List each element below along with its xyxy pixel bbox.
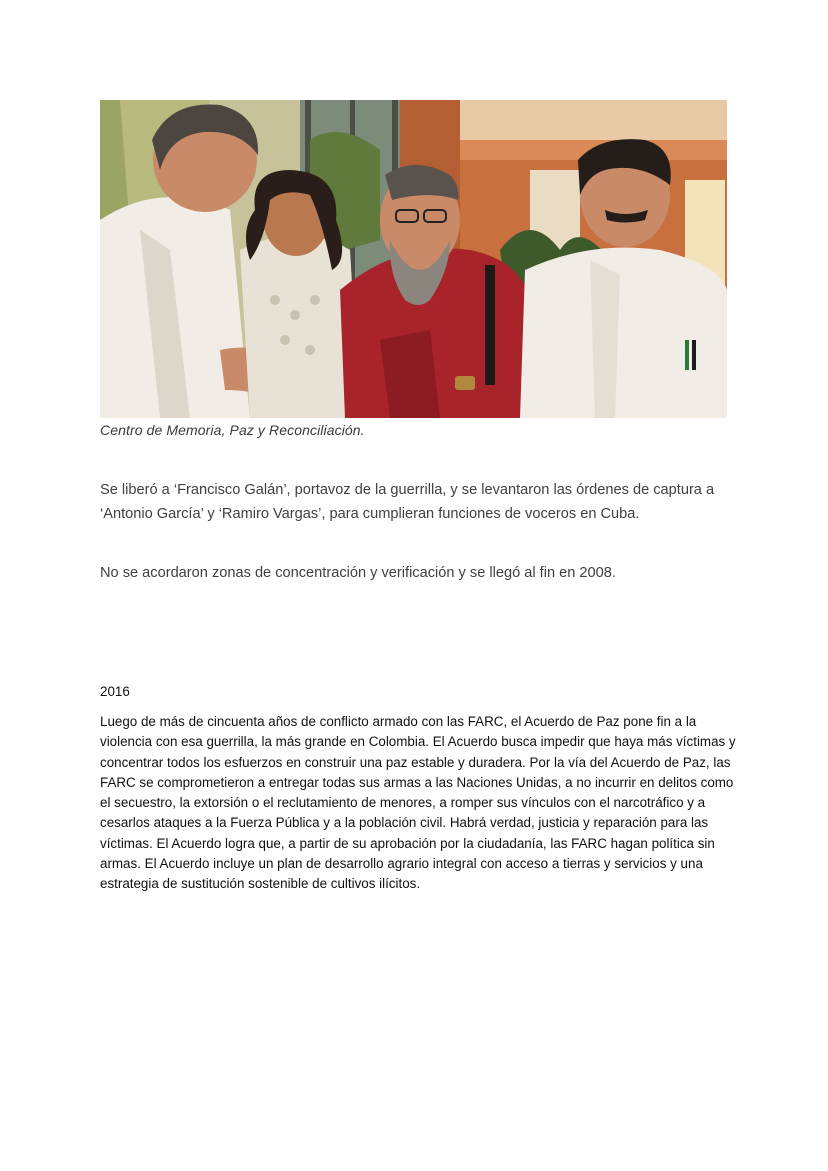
photo-illustration bbox=[100, 100, 727, 418]
news-photo bbox=[100, 100, 727, 418]
photo-caption: Centro de Memoria, Paz y Reconciliación. bbox=[100, 422, 365, 438]
year-heading: 2016 bbox=[100, 684, 130, 699]
paragraph-end-2008: No se acordaron zonas de concentración y verificación y se llegó al fin en 2008. bbox=[100, 565, 616, 581]
paragraph-release: Se liberó a ‘Francisco Galán’, portavoz de la guerrilla, y se levantaron las órdenes de captura a ‘Antonio García’ y ‘Ramiro Vargas’, para cumplieran funciones de voceros en Cuba. bbox=[100, 482, 715, 522]
paragraph-2016-agreement: Luego de más de cincuenta años de conflicto armado con las FARC, el Acuerdo de Paz pone fin a la violencia con esa guerrilla, la más grande en Colombia. El Acuerdo busca impedir que haya más víctimas y concentrar todos los esfuerzos en construir una paz estable y duradera. Por la vía del Acuerdo de Paz, las FARC se comprometieron a entregar todas sus armas a las Naciones Unidas, a no incurrir en delitos como el secuestro, la extorsión o el reclutamiento de menores, a romper sus vínculos con el narcotráfico y a cesarlos ataques a la Fuerza Pública y a la población civil. Habrá verdad, justicia y reparación para las víctimas. El Acuerdo logra que, a partir de su aprobación por la ciudadanía, las FARC hagan política sin armas. El Acuerdo incluye un plan de desarrollo agrario integral con acceso a tierras y servicios y una estrategia de sustitución sostenible de cultivos ilícitos. bbox=[100, 714, 736, 892]
